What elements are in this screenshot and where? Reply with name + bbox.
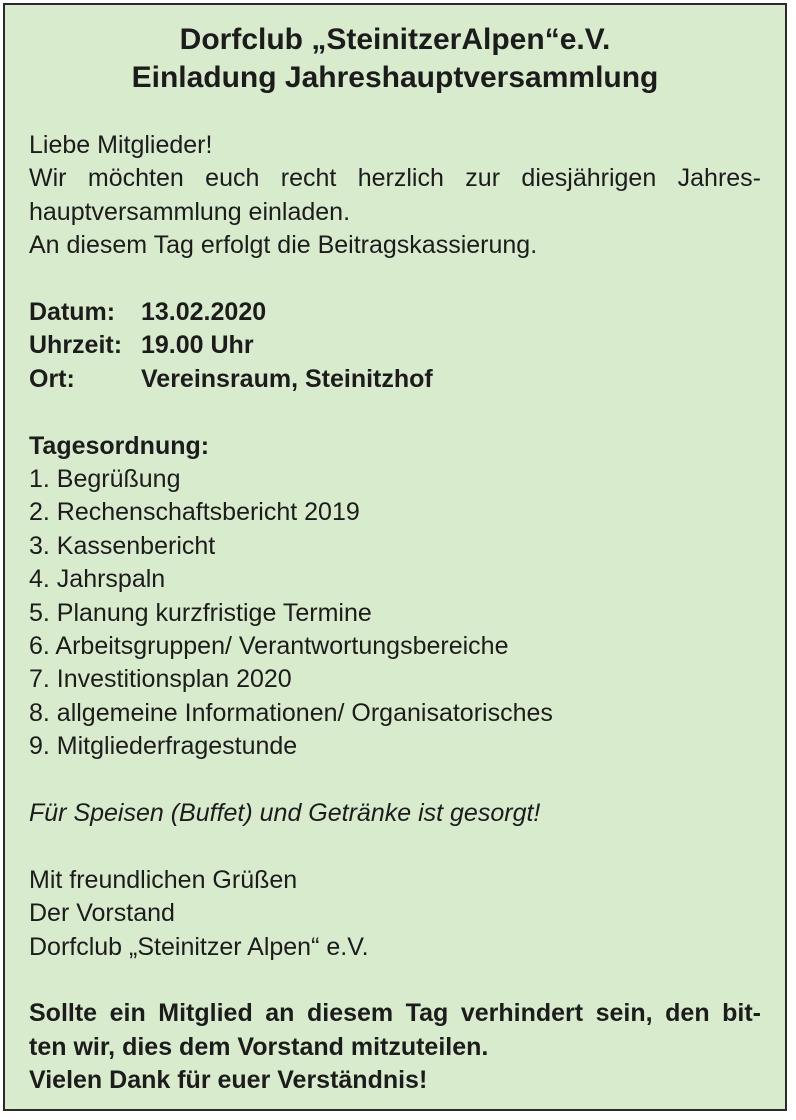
- spacer: [29, 830, 761, 863]
- place-value: Vereinsraum, Steinitzhof: [141, 364, 433, 393]
- agenda-item: 2. Rechenschaftsbericht 2019: [29, 498, 360, 527]
- spacer: [29, 263, 761, 296]
- agenda-item: 5. Planung kurzfristige Termine: [29, 598, 372, 627]
- catering-note: Für Speisen (Buffet) und Getränke ist gesorgt!: [29, 799, 541, 828]
- time-row: [29, 329, 761, 362]
- place-row: [29, 363, 761, 396]
- spacer: [29, 964, 761, 997]
- footer-line-3: Vielen Dank für euer Verständnis!: [29, 1066, 428, 1095]
- intro-line-2: hauptversammlung einladen.: [29, 197, 351, 226]
- closing-salutation: Mit freundlichen Grüßen: [29, 865, 298, 894]
- intro-line-1: Wir möchten euch recht herzlich zur diesjährigen Jahres-: [29, 164, 761, 193]
- invitation-notice: [3, 3, 787, 1111]
- intro-line-3: An diesem Tag erfolgt die Beitragskassierung.: [29, 231, 538, 260]
- time-value: 19.00 Uhr: [141, 331, 254, 360]
- agenda-item: 3. Kassenbericht: [29, 531, 216, 560]
- agenda-item: 8. allgemeine Informationen/ Organisatorisches: [29, 698, 553, 727]
- footer-line-1: Sollte ein Mitglied an diesem Tag verhindert sein, den bit-: [29, 999, 761, 1028]
- agenda-item: 1. Begrüßung: [29, 465, 181, 494]
- agenda-list: [29, 463, 761, 764]
- footer-line-2: ten wir, dies dem Vorstand mitzuteilen.: [29, 1032, 489, 1061]
- closing-sender: Der Vorstand: [29, 899, 175, 928]
- closing-club: Dorfclub „Steinitzer Alpen“ e.V.: [29, 932, 369, 961]
- spacer: [29, 764, 761, 797]
- place-label: Ort:: [29, 364, 75, 393]
- agenda-item: 9. Mitgliederfragestunde: [29, 732, 298, 761]
- invitation-heading: Einladung Jahreshauptversammlung: [131, 61, 659, 94]
- notice-body: [29, 129, 761, 1098]
- notice-title: [5, 21, 785, 97]
- date-value: 13.02.2020: [141, 298, 267, 327]
- date-label: Datum:: [29, 298, 116, 327]
- agenda-heading: Tagesordnung:: [29, 431, 210, 460]
- greeting: Liebe Mitglieder!: [29, 131, 213, 159]
- agenda-item: 6. Arbeitsgruppen/ Verantwortungsbereiche: [29, 632, 509, 661]
- time-label: Uhrzeit:: [29, 331, 123, 360]
- agenda-item: 7. Investitionsplan 2020: [29, 665, 292, 694]
- date-row: [29, 296, 761, 329]
- club-name-title: Dorfclub „SteinitzerAlpen“e.V.: [179, 23, 611, 56]
- spacer: [29, 396, 761, 429]
- agenda-item: 4. Jahrspaln: [29, 565, 166, 594]
